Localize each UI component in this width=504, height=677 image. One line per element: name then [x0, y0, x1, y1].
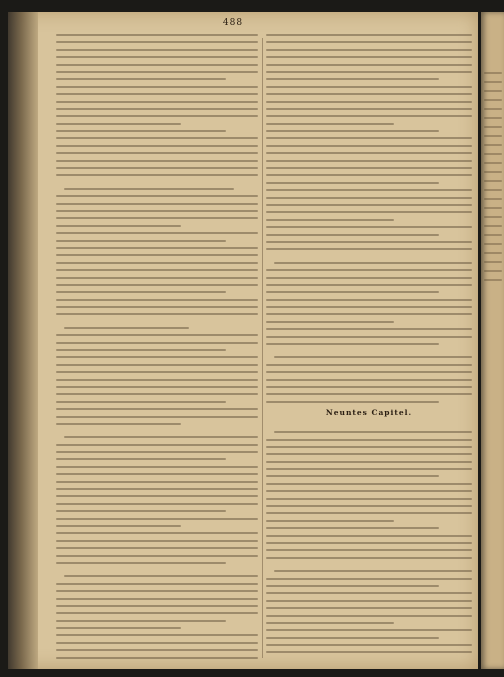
- text-line: [266, 234, 439, 236]
- text-line: [266, 498, 472, 500]
- text-line: [266, 313, 472, 315]
- text-line: [56, 174, 258, 176]
- text-line: [266, 321, 394, 323]
- text-line: [266, 78, 439, 80]
- text-line: [266, 520, 394, 522]
- text-line: [266, 299, 472, 301]
- text-line: [266, 336, 472, 338]
- text-line: [56, 451, 258, 453]
- chapter-heading: Neuntes Capitel.: [325, 408, 413, 418]
- text-line: [56, 423, 181, 425]
- text-line: [266, 277, 472, 279]
- text-line: [56, 466, 258, 468]
- text-line: [56, 620, 226, 622]
- text-line: [56, 269, 258, 271]
- text-line: [56, 225, 181, 227]
- text-line: [266, 182, 439, 184]
- text-line: [56, 503, 258, 505]
- text-line: [56, 532, 258, 534]
- text-line: [266, 226, 472, 228]
- text-line: [56, 232, 258, 234]
- text-line: [64, 188, 234, 190]
- text-line: [266, 211, 472, 213]
- text-line: [266, 174, 472, 176]
- text-line: [56, 444, 258, 446]
- text-line: [56, 379, 258, 381]
- text-line: [266, 600, 472, 602]
- text-line: [484, 243, 502, 245]
- text-line: [266, 371, 472, 373]
- text-line: [266, 453, 472, 455]
- text-line: [56, 64, 258, 66]
- text-line: [266, 167, 472, 169]
- text-line: [56, 598, 258, 600]
- text-line: [266, 306, 472, 308]
- text-line: [56, 364, 258, 366]
- text-line: [56, 254, 258, 256]
- text-line: [484, 261, 502, 263]
- text-line: [266, 64, 472, 66]
- text-line: [484, 225, 502, 227]
- text-line: [56, 371, 258, 373]
- text-line: [266, 328, 472, 330]
- text-line: [484, 198, 502, 200]
- text-line: [56, 334, 258, 336]
- text-line: [56, 78, 226, 80]
- text-line: [484, 234, 502, 236]
- text-line: [484, 216, 502, 218]
- text-line: [56, 642, 258, 644]
- text-line: [56, 130, 226, 132]
- text-line: [56, 313, 258, 315]
- text-line: [56, 123, 181, 125]
- text-line: [266, 578, 472, 580]
- text-line: [266, 446, 472, 448]
- text-line: [56, 49, 258, 51]
- text-line: [266, 505, 472, 507]
- text-line: [266, 160, 472, 162]
- text-line: [56, 562, 226, 564]
- text-line: [56, 152, 258, 154]
- text-line: [266, 291, 439, 293]
- text-line: [274, 262, 472, 264]
- text-line: [56, 401, 226, 403]
- text-line: [266, 535, 472, 537]
- text-line: [266, 393, 472, 395]
- adjacent-page-edge: [481, 12, 504, 669]
- text-line: [56, 137, 258, 139]
- text-line: [266, 343, 439, 345]
- text-line: [266, 542, 472, 544]
- text-line: [266, 651, 472, 653]
- text-line: [56, 488, 258, 490]
- text-line: [266, 512, 472, 514]
- text-line: [266, 130, 439, 132]
- text-line: [56, 634, 258, 636]
- text-line: [266, 49, 472, 51]
- text-line: [56, 217, 258, 219]
- text-line: [56, 203, 258, 205]
- text-line: [56, 145, 258, 147]
- text-line: [56, 306, 258, 308]
- text-line: [484, 108, 502, 110]
- text-line: [484, 207, 502, 209]
- text-line: [484, 279, 502, 281]
- text-line: [484, 99, 502, 101]
- text-line: [266, 549, 472, 551]
- text-line: [56, 458, 226, 460]
- text-line: [56, 590, 258, 592]
- text-line: [56, 284, 258, 286]
- text-line: [56, 386, 258, 388]
- text-line: [56, 547, 258, 549]
- text-line: [56, 555, 258, 557]
- text-line: [56, 240, 226, 242]
- paragraph-gap: [56, 321, 258, 327]
- text-line: [56, 627, 181, 629]
- text-line: [266, 461, 472, 463]
- text-line: [266, 189, 472, 191]
- text-line: [56, 291, 226, 293]
- text-line: [56, 210, 258, 212]
- text-line: [266, 592, 472, 594]
- text-line: [56, 93, 258, 95]
- text-line: [56, 195, 258, 197]
- text-line: [56, 612, 258, 614]
- text-line: [56, 56, 258, 58]
- text-line: [266, 219, 394, 221]
- text-line: [266, 527, 439, 529]
- text-line: [56, 299, 258, 301]
- text-line: [56, 167, 258, 169]
- text-line: [484, 81, 502, 83]
- text-column-left: [56, 34, 258, 661]
- text-line: [56, 518, 258, 520]
- text-line: [266, 145, 472, 147]
- text-line: [266, 615, 472, 617]
- text-line: [484, 270, 502, 272]
- text-line: [56, 349, 226, 351]
- text-line: [56, 34, 258, 36]
- text-line: [484, 117, 502, 119]
- text-line: [266, 439, 472, 441]
- text-line: [266, 364, 472, 366]
- text-line: [484, 144, 502, 146]
- text-line: [56, 605, 258, 607]
- text-line: [274, 431, 472, 433]
- paragraph-gap: [56, 182, 258, 188]
- text-line: [266, 490, 472, 492]
- column-divider: [262, 38, 263, 658]
- text-line: [56, 525, 181, 527]
- text-line: [266, 644, 472, 646]
- text-line: [266, 152, 472, 154]
- text-line: [56, 481, 258, 483]
- text-line: [484, 180, 502, 182]
- text-line: [266, 108, 472, 110]
- text-line: [266, 123, 394, 125]
- paragraph-gap: [266, 256, 472, 262]
- text-line: [56, 473, 258, 475]
- text-line: [484, 90, 502, 92]
- text-line: [56, 649, 258, 651]
- text-line: [266, 115, 472, 117]
- text-line: [56, 393, 258, 395]
- text-line: [266, 241, 472, 243]
- text-line: [484, 153, 502, 155]
- text-line: [266, 248, 472, 250]
- binding-gutter: [8, 12, 38, 669]
- text-line: [56, 71, 258, 73]
- text-line: [266, 386, 472, 388]
- text-line: [56, 495, 258, 497]
- text-line: [56, 41, 258, 43]
- text-line: [274, 356, 472, 358]
- text-line: [266, 41, 472, 43]
- text-line: [484, 72, 502, 74]
- text-line: [266, 607, 472, 609]
- text-line: [484, 162, 502, 164]
- text-line: [484, 189, 502, 191]
- text-line: [56, 583, 258, 585]
- text-line: [56, 657, 258, 659]
- text-line: [56, 101, 258, 103]
- text-line: [266, 86, 472, 88]
- text-line: [64, 327, 189, 329]
- text-line: [56, 160, 258, 162]
- text-line: [56, 262, 258, 264]
- text-line: [266, 585, 439, 587]
- text-line: [56, 540, 258, 542]
- text-line: [56, 86, 258, 88]
- text-line: [266, 284, 472, 286]
- text-line: [484, 171, 502, 173]
- text-line: [266, 204, 472, 206]
- text-line: [266, 197, 472, 199]
- page-number: 488: [222, 18, 244, 28]
- text-line: [266, 468, 472, 470]
- text-line: [64, 575, 258, 577]
- text-line: [266, 379, 472, 381]
- text-line: [274, 570, 472, 572]
- text-line: [266, 629, 472, 631]
- text-line: [266, 637, 439, 639]
- text-line: [484, 135, 502, 137]
- text-line: [266, 137, 472, 139]
- text-line: [56, 510, 226, 512]
- text-line: [56, 115, 258, 117]
- text-column-right: [266, 34, 472, 661]
- text-line: [266, 269, 472, 271]
- text-line: [56, 408, 258, 410]
- text-line: [56, 247, 258, 249]
- text-line: [266, 34, 472, 36]
- text-line: [56, 356, 258, 358]
- text-line: [266, 401, 439, 403]
- page-leaf: [8, 12, 478, 669]
- text-line: [266, 56, 472, 58]
- text-line: [266, 71, 472, 73]
- text-line: [266, 101, 472, 103]
- text-line: [266, 557, 472, 559]
- text-line: [484, 126, 502, 128]
- text-line: [56, 342, 258, 344]
- text-line: [484, 252, 502, 254]
- text-line: [56, 416, 258, 418]
- text-line: [56, 108, 258, 110]
- text-line: [56, 277, 258, 279]
- text-line: [266, 93, 472, 95]
- text-line: [64, 436, 258, 438]
- text-line: [266, 483, 472, 485]
- text-line: [266, 475, 439, 477]
- text-line: [266, 622, 394, 624]
